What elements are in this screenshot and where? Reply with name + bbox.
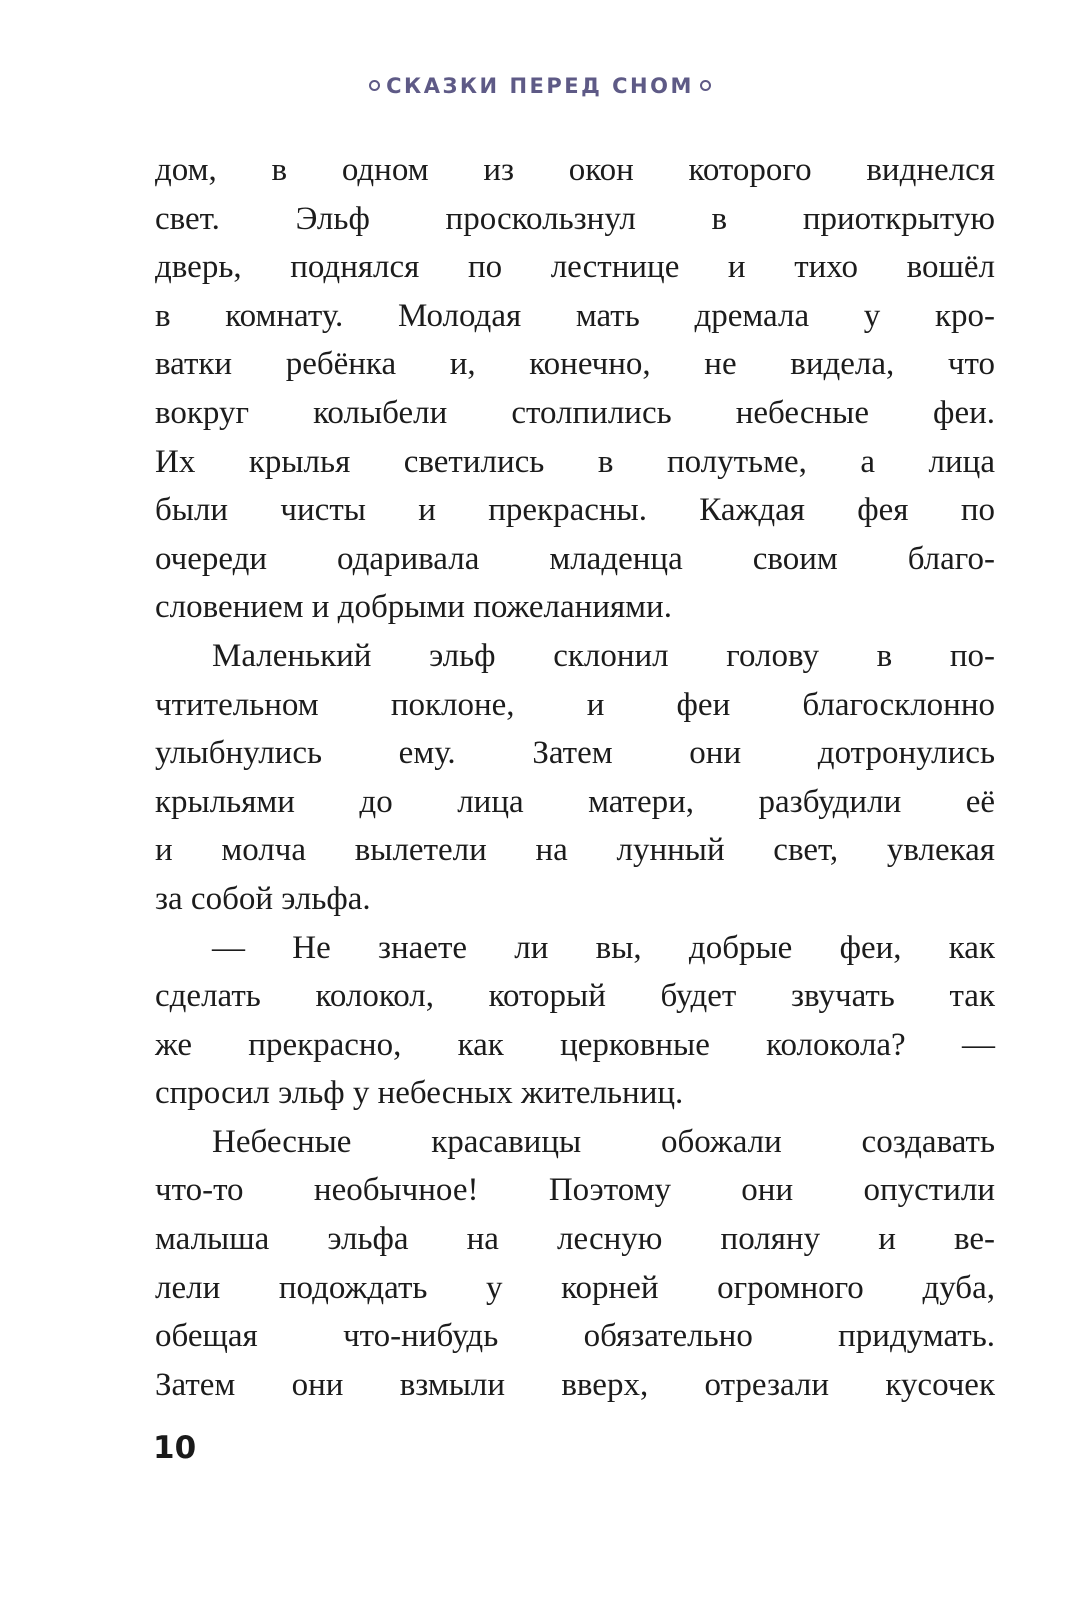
text-line: обещая что-нибудь обязательно придумать. [155,1318,995,1355]
text-line: словением и добрыми пожеланиями. [155,589,672,626]
text-line: за собой эльфа. [155,880,371,917]
text-line: свет. Эльф проскользнул в приоткрытую [155,200,995,237]
text-line: крыльями до лица матери, разбудили её [155,783,995,820]
text-line: лели подождать у корней огромного дуба, [155,1269,995,1306]
text-line: ватки ребёнка и, конечно, не видела, что [155,346,995,383]
text-line: что-то необычное! Поэтому они опустили [155,1172,995,1209]
body-text [155,146,995,1409]
running-header [0,74,1080,98]
running-title: СКАЗКИ ПЕРЕД СНОМ [386,74,694,98]
text-line: вокруг колыбели столпились небесные феи. [155,394,995,431]
text-line: же прекрасно, как церковные колокола? — [155,1026,995,1063]
text-line: Их крылья светились в полутьме, а лица [155,443,995,480]
text-line: в комнату. Молодая мать дремала у кро- [155,297,995,334]
circle-ornament-icon [369,80,380,91]
text-line: Маленький эльф склонил голову в по- [212,637,995,674]
text-line: сделать колокол, который будет звучать так [155,978,995,1015]
page-number: 10 [153,1430,197,1466]
circle-ornament-icon [700,80,711,91]
text-line: Затем они взмыли вверх, отрезали кусочек [155,1366,995,1403]
text-line: дверь, поднялся по лестнице и тихо вошёл [155,249,995,286]
text-line: чтительном поклоне, и феи благосклонно [155,686,995,723]
text-line: малыша эльфа на лесную поляну и ве- [155,1221,995,1258]
text-line: улыбнулись ему. Затем они дотронулись [155,735,995,772]
text-line: Небесные красавицы обожали создавать [212,1123,995,1160]
text-line: спросил эльф у небесных жительниц. [155,1075,684,1112]
text-line: — Не знаете ли вы, добрые феи, как [212,929,995,966]
text-line: дом, в одном из окон которого виднелся [155,152,995,188]
text-line: были чисты и прекрасны. Каждая фея по [155,492,995,529]
text-line: и молча вылетели на лунный свет, увлекая [155,832,995,869]
text-line: очереди одаривала младенца своим благо- [155,540,995,577]
